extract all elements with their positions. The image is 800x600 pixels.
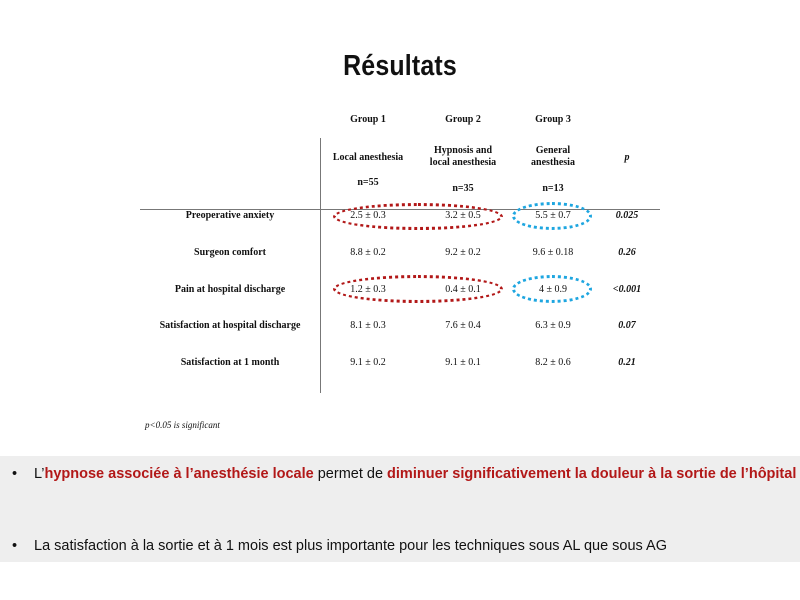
row-label-satisfaction-discharge: Satisfaction at hospital discharge — [159, 320, 301, 331]
cell-r4-g3: 6.3 ± 0.9 — [535, 320, 571, 331]
cell-r2-g2: 9.2 ± 0.2 — [445, 247, 481, 258]
cell-r3-g2: 0.4 ± 0.1 — [445, 284, 481, 295]
group3-n: n=13 — [542, 183, 564, 194]
cell-r3-g1: 1.2 ± 0.3 — [350, 284, 386, 295]
cell-r4-p: 0.07 — [618, 320, 636, 331]
cell-r1-p: 0.025 — [615, 210, 639, 221]
cell-r3-p: <0.001 — [612, 284, 642, 295]
bullet-1-part3: permet de — [313, 466, 388, 482]
group2-header: Group 2 — [445, 114, 481, 125]
group3-desc-line2: anesthesia — [531, 157, 575, 168]
cell-r3-g3: 4 ± 0.9 — [539, 284, 567, 295]
bullet-1-text — [34, 464, 800, 484]
cell-r2-g1: 8.8 ± 0.2 — [350, 247, 386, 258]
group2-desc-line2: local anesthesia — [429, 157, 497, 168]
highlight-oval-anxiety-group3 — [512, 202, 592, 230]
cell-r2-p: 0.26 — [618, 247, 636, 258]
significance-note: p<0.05 is significant — [145, 420, 220, 430]
group3-desc-line1: General — [535, 145, 571, 156]
group1-desc: Local anesthesia — [332, 152, 404, 163]
bullet-1-part1: L’ — [34, 466, 45, 482]
cell-r1-g1: 2.5 ± 0.3 — [350, 210, 386, 221]
bullet-2-text: La satisfaction à la sortie et à 1 mois est plus importante pour les techniques sous AL que sous AG — [34, 538, 667, 554]
table-column-rule — [320, 138, 321, 393]
group2-n: n=35 — [452, 183, 474, 194]
group3-header: Group 3 — [535, 114, 571, 125]
bullet-marker: • — [12, 538, 18, 554]
highlight-oval-anxiety-groups12 — [333, 203, 503, 230]
highlight-oval-pain-group3 — [512, 275, 592, 303]
group1-n: n=55 — [357, 177, 379, 188]
group1-header: Group 1 — [350, 114, 386, 125]
highlight-oval-pain-groups12 — [333, 275, 503, 303]
bullet-marker: • — [12, 466, 18, 482]
p-header: p — [624, 152, 630, 163]
cell-r2-g3: 9.6 ± 0.18 — [532, 247, 574, 258]
row-label-preoperative-anxiety: Preoperative anxiety — [185, 210, 275, 221]
bullet-1-highlight2: diminuer significativement la douleur à la sortie de l’hôpital — [387, 466, 797, 482]
group2-desc-line1: Hypnosis and — [433, 145, 493, 156]
cell-r4-g1: 8.1 ± 0.3 — [350, 320, 386, 331]
cell-r1-g3: 5.5 ± 0.7 — [535, 210, 571, 221]
slide-title: Résultats — [343, 50, 457, 82]
cell-r4-g2: 7.6 ± 0.4 — [445, 320, 481, 331]
cell-r5-g2: 9.1 ± 0.1 — [445, 357, 481, 368]
bullet-1-highlight1: hypnose associée à l’anesthésie locale — [44, 466, 314, 482]
row-label-pain-at-discharge: Pain at hospital discharge — [174, 284, 286, 295]
row-label-satisfaction-1-month: Satisfaction at 1 month — [180, 357, 280, 368]
row-label-surgeon-comfort: Surgeon comfort — [194, 247, 266, 258]
cell-r5-p: 0.21 — [618, 357, 636, 368]
cell-r1-g2: 3.2 ± 0.5 — [445, 210, 481, 221]
bullet-panel — [0, 456, 800, 562]
cell-r5-g3: 8.2 ± 0.6 — [535, 357, 571, 368]
cell-r5-g1: 9.1 ± 0.2 — [350, 357, 386, 368]
